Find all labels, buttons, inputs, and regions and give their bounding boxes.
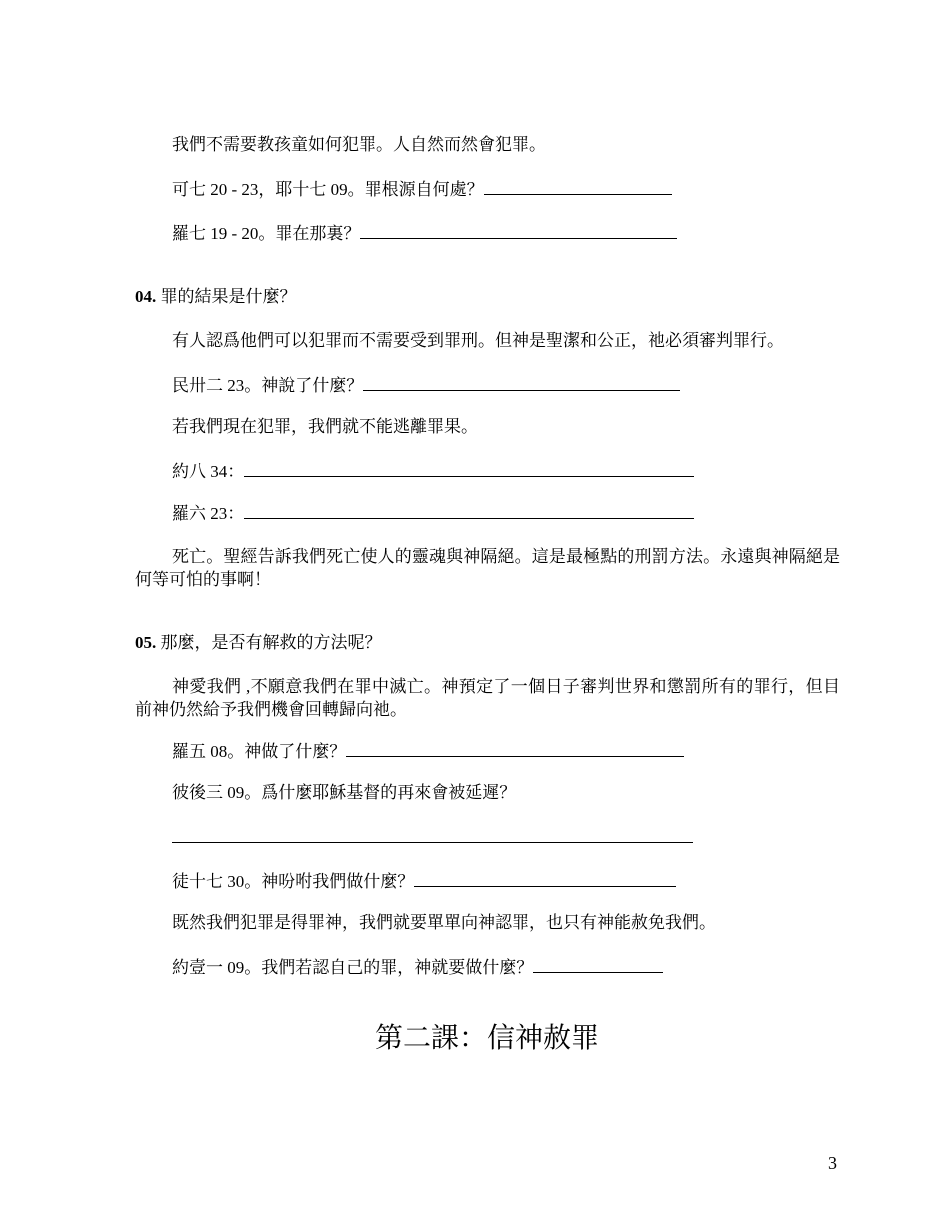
answer-line	[172, 826, 693, 849]
question-line: 羅七 19 - 20。罪在那裏？	[172, 222, 677, 245]
lesson-title: 第二課：信神赦罪	[374, 1021, 599, 1054]
question-line: 彼後三 09。爲什麼耶穌基督的再來會被延遲？	[172, 783, 517, 802]
answer-blank[interactable]	[346, 740, 684, 757]
question-line: 可七 20 - 23，耶十七 09。罪根源自何處？	[172, 178, 672, 201]
answer-blank[interactable]	[484, 178, 672, 195]
answer-blank[interactable]	[172, 826, 693, 843]
section-heading: 05. 那麼，是否有解救的方法呢？	[135, 633, 382, 652]
paragraph: 死亡。聖經告訴我們死亡使人的靈魂與神隔絕。這是最極點的刑罰方法。永遠與神隔絕是何等可怕的事啊！	[135, 547, 840, 589]
answer-blank[interactable]	[244, 460, 694, 477]
question-line: 約壹一 09。我們若認自己的罪，神就要做什麼？	[172, 956, 663, 979]
page-number: 3	[828, 1153, 837, 1173]
question-line: 羅五 08。神做了什麼？	[172, 740, 684, 763]
question-line: 約八 34：	[172, 460, 694, 483]
answer-blank[interactable]	[363, 374, 680, 391]
section-heading: 04. 罪的結果是什麼？	[135, 287, 297, 306]
question-line: 羅六 23：	[172, 502, 694, 525]
text-line: 我們不需要教孩童如何犯罪。人自然而然會犯罪。	[172, 135, 546, 154]
answer-blank[interactable]	[533, 956, 663, 973]
question-line: 民卅二 23。神說了什麼？	[172, 374, 680, 397]
answer-blank[interactable]	[414, 870, 676, 887]
paragraph: 神愛我們 ,不願意我們在罪中滅亡。神預定了一個日子審判世界和懲罰所有的罪行，但目前神仍然給予我們機會回轉歸向祂。	[135, 677, 840, 719]
answer-blank[interactable]	[360, 222, 677, 239]
answer-blank[interactable]	[244, 502, 694, 519]
text-line: 若我們現在犯罪，我們就不能逃離罪果。	[172, 417, 478, 436]
text-line: 既然我們犯罪是得罪神，我們就要單單向神認罪，也只有神能赦免我們。	[172, 913, 716, 932]
text-line: 有人認爲他們可以犯罪而不需要受到罪刑。但神是聖潔和公正，祂必須審判罪行。	[172, 331, 784, 350]
question-line: 徒十七 30。神吩咐我們做什麼？	[172, 870, 676, 893]
